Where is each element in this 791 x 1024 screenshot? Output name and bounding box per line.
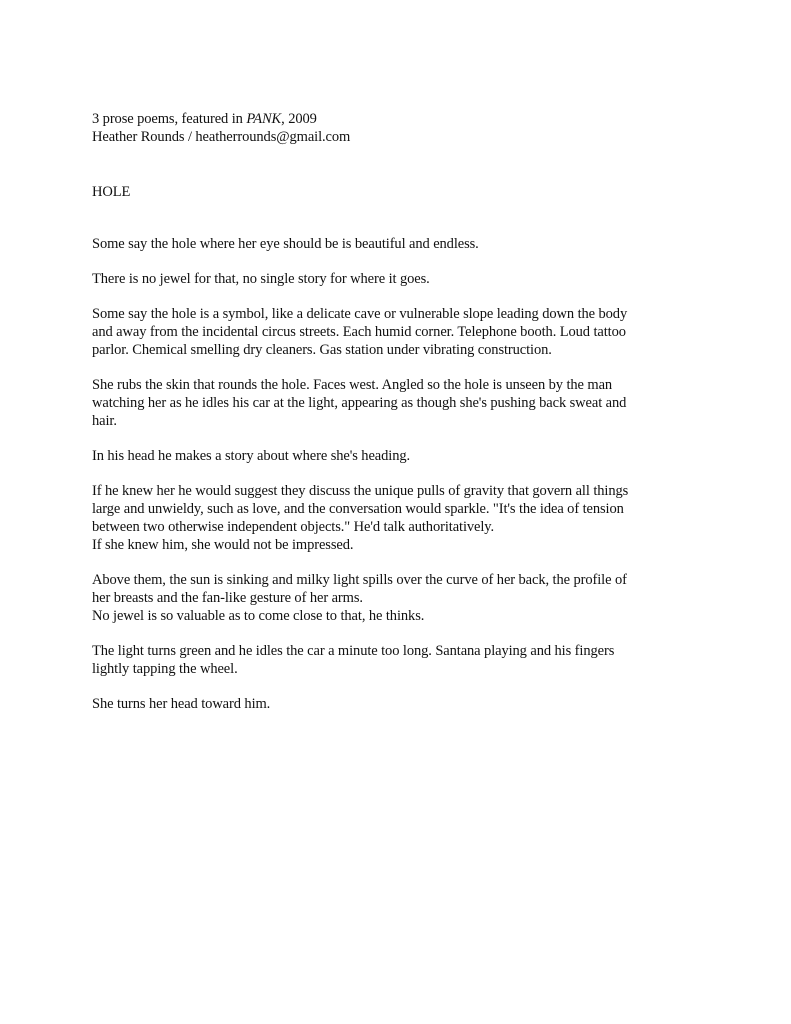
publication-note-prefix: 3 prose poems, featured in [92,111,247,127]
poem-line: If he knew her he would suggest they discuss the unique pulls of gravity that govern all things [92,483,629,499]
poem-paragraph [92,695,692,713]
poem-line: In his head he makes a story about where she's heading. [92,448,411,464]
poem-line: her breasts and the fan-like gesture of her arms. [92,590,363,606]
poem-line: large and unwieldy, such as love, and the conversation would sparkle. "It's the idea of tension [92,501,624,517]
poem-paragraph [92,305,692,359]
poem-paragraph [92,482,692,554]
poem-line: She rubs the skin that rounds the hole. Faces west. Angled so the hole is unseen by the man [92,377,613,393]
poem-line: There is no jewel for that, no single story for where it goes. [92,271,430,287]
poem-line: Above them, the sun is sinking and milky light spills over the curve of her back, the profile of [92,572,627,588]
poem-line: No jewel is so valuable as to come close to that, he thinks. [92,608,425,624]
poem-line: and away from the incidental circus streets. Each humid corner. Telephone booth. Loud tattoo [92,324,626,340]
poem-paragraph [92,235,692,253]
poem-line: Some say the hole is a symbol, like a delicate cave or vulnerable slope leading down the body [92,306,628,322]
poem-line: watching her as he idles his car at the light, appearing as though she's pushing back sweat and [92,395,627,411]
poem-line: She turns her head toward him. [92,696,271,712]
poem-line: If she knew him, she would not be impressed. [92,537,354,553]
poem-line: between two otherwise independent objects." He'd talk authoritatively. [92,519,495,535]
poem-line: lightly tapping the wheel. [92,661,238,677]
poem-paragraph [92,447,692,465]
poem-paragraph [92,642,692,678]
poem-paragraph [92,571,692,625]
publication-note [92,110,692,128]
poem-paragraph [92,376,692,430]
publication-name: PANK [246,111,282,127]
poem-line: Some say the hole where her eye should be is beautiful and endless. [92,236,479,252]
poem-line: hair. [92,413,117,429]
poem-title: HOLE [92,184,131,200]
poem-paragraph [92,270,692,288]
poem-line: parlor. Chemical smelling dry cleaners. Gas station under vibrating construction. [92,342,552,358]
author-contact: Heather Rounds / heatherrounds@gmail.com [92,129,351,145]
poem-body [92,235,692,713]
poem-line: The light turns green and he idles the car a minute too long. Santana playing and his fingers [92,643,615,659]
publication-note-suffix: , 2009 [281,111,317,127]
document-page [92,110,692,730]
